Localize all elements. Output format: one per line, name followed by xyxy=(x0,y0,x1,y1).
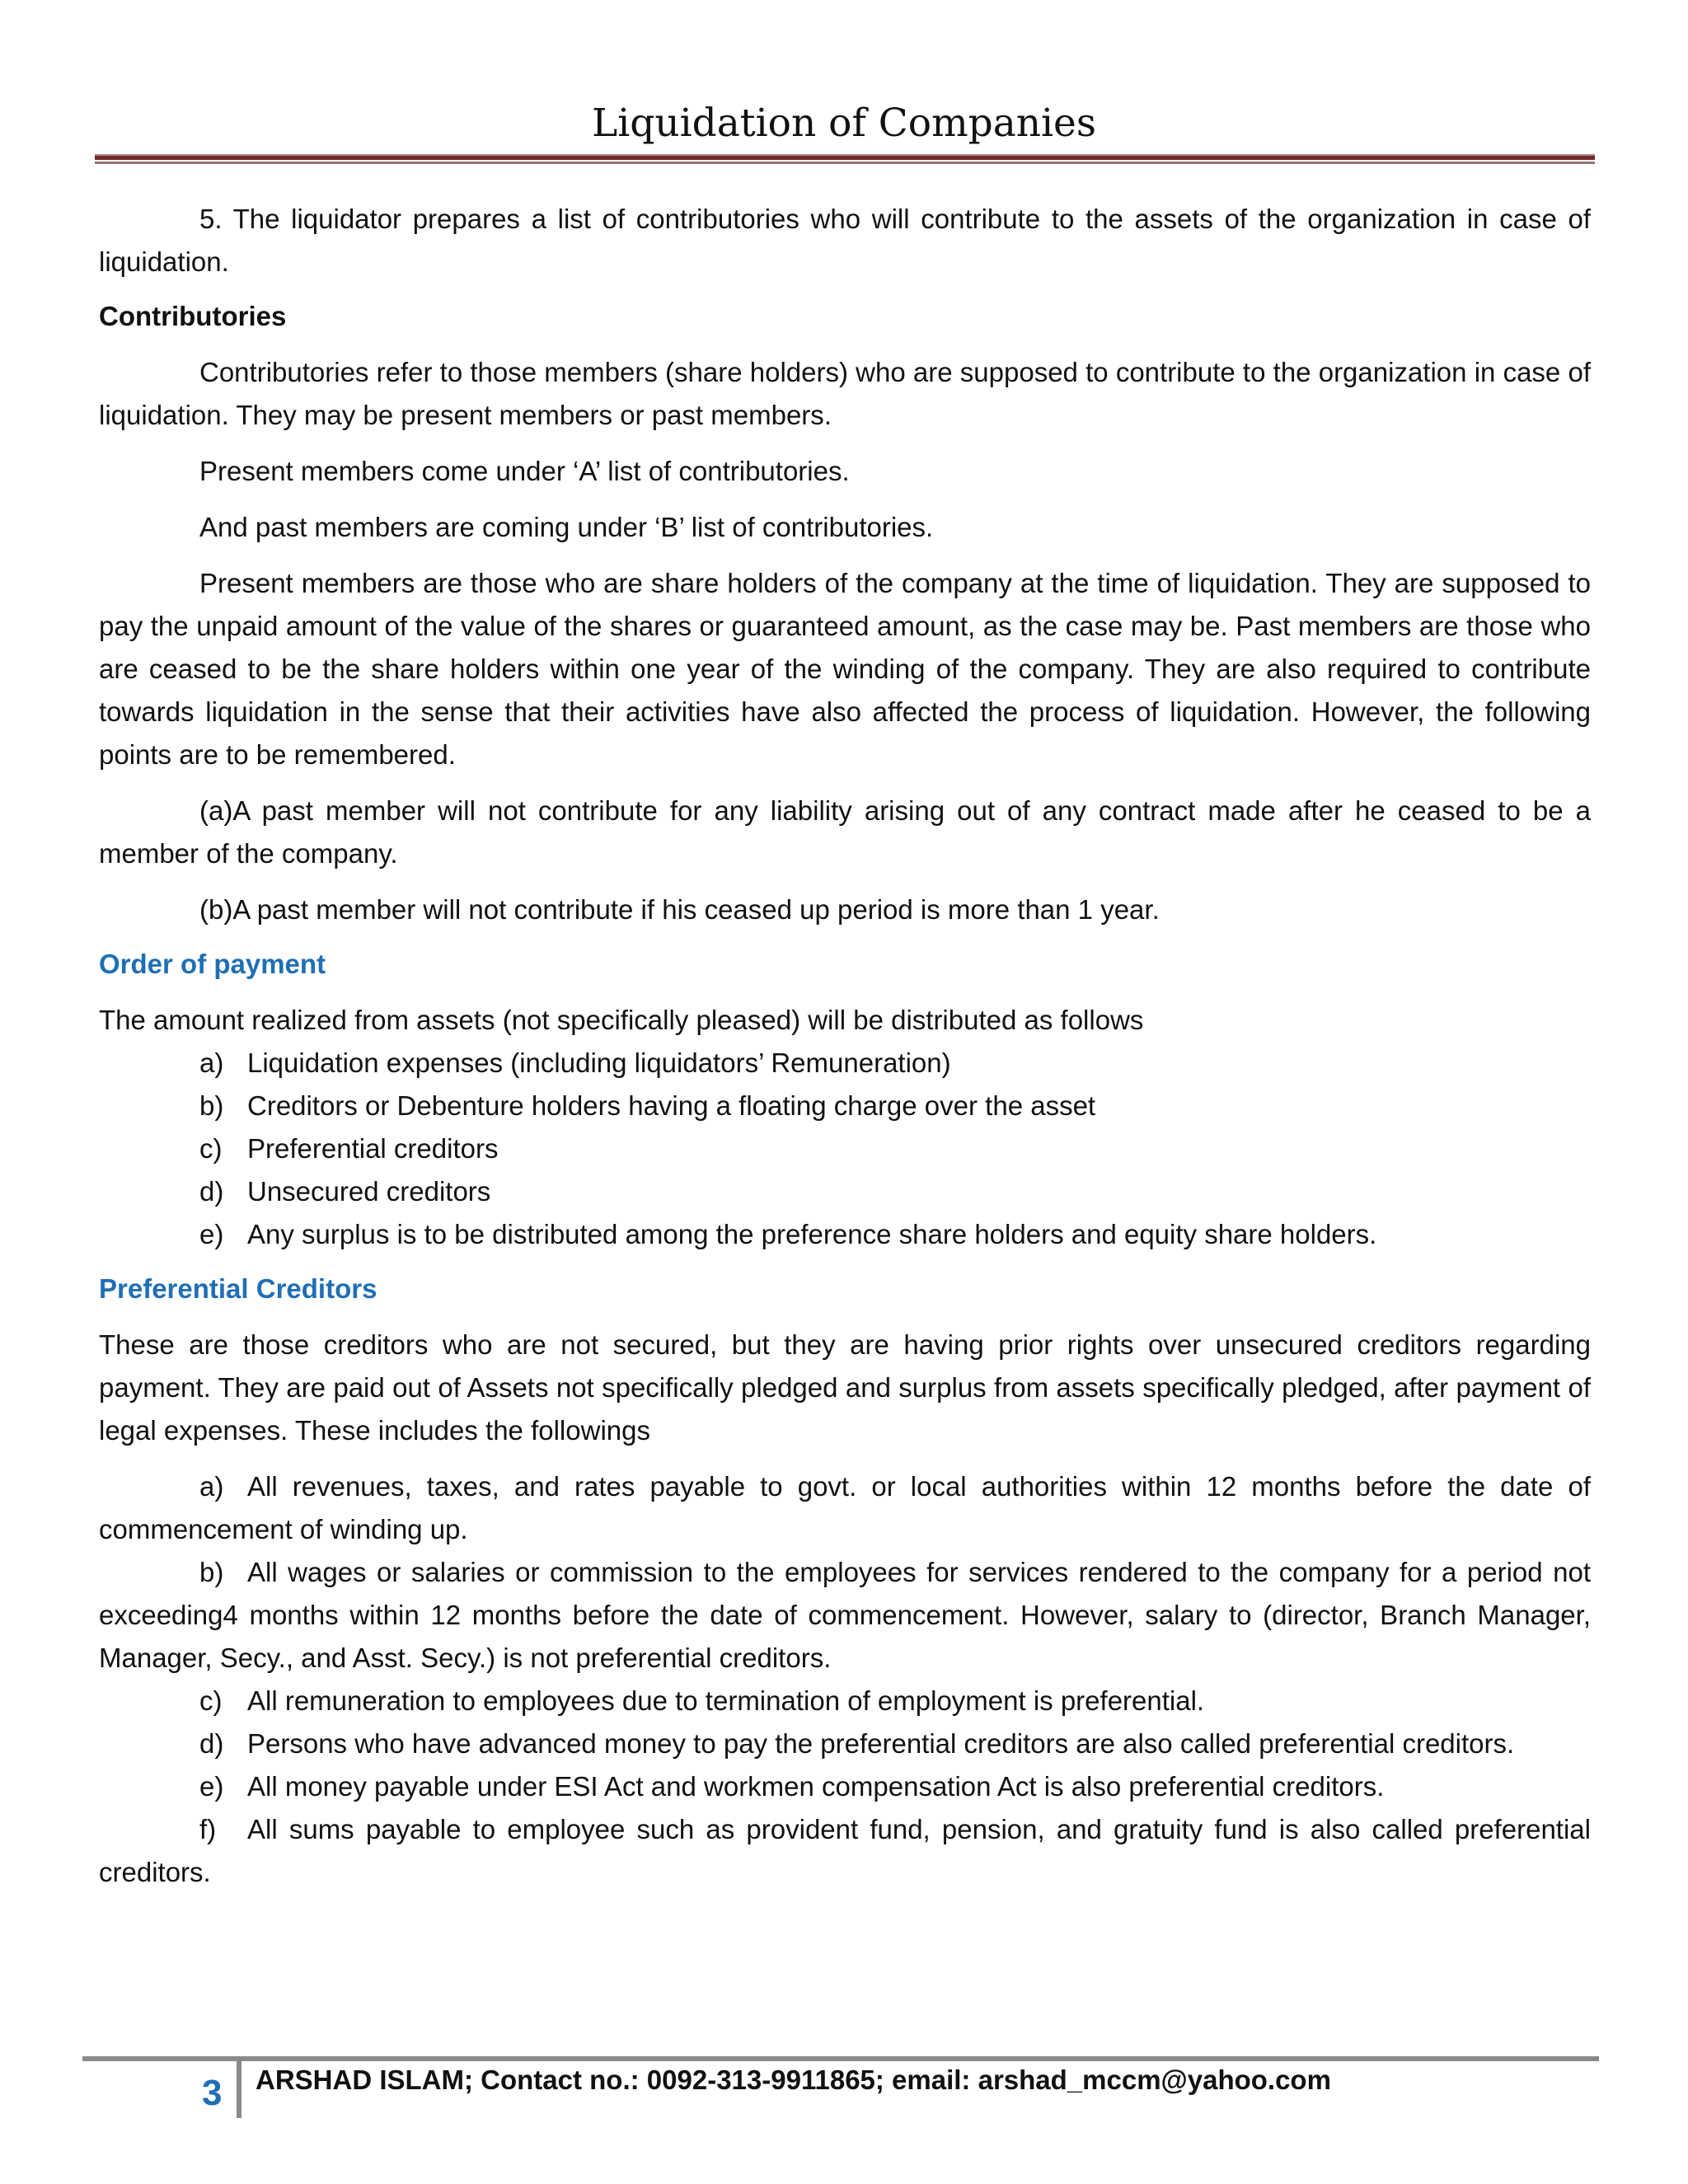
list-item-text: Preferential creditors xyxy=(247,1133,499,1164)
footer-divider xyxy=(237,2060,241,2118)
heading-order-of-payment: Order of payment xyxy=(99,949,326,979)
list-marker: b) xyxy=(199,1090,224,1121)
list-marker: f) xyxy=(199,1814,217,1844)
page-number: 3 xyxy=(202,2073,223,2113)
list-item-text: All wages or salaries or commission to the employees for services rendered to the company for a period not exceeding4 months within 12 months before the date of commencement. However, salary to (director, Branch Manager, Manager, Secy., and Asst. Secy.) is not preferential creditors. xyxy=(99,1557,1591,1673)
list-item-text: Persons who have advanced money to pay the preferential creditors are also called preferential creditors. xyxy=(247,1728,1515,1759)
list-item xyxy=(99,1085,1591,1127)
list-marker: a) xyxy=(199,1471,224,1502)
paragraph-preferential-intro: These are those creditors who are not secured, but they are having prior rights over unsecured creditors regarding payment. They are paid out of Assets not specifically pledged and surplus from assets specifically pledged, after payment of legal expenses. These includes the followings xyxy=(99,1329,1591,1446)
list-item xyxy=(99,1465,1591,1551)
list-marker: b) xyxy=(199,1557,224,1587)
paragraph-contributories-definition: Contributories refer to those members (share holders) who are supposed to contribute to the organization in case of liquidation. They may be present members or past members. xyxy=(99,357,1591,430)
list-item xyxy=(99,1808,1591,1894)
list-item xyxy=(99,1722,1591,1765)
list-marker: d) xyxy=(199,1176,224,1207)
footer-rule xyxy=(82,2056,1599,2061)
paragraph-point-b: (b)A past member will not contribute if his ceased up period is more than 1 year. xyxy=(199,894,1160,925)
list-item-text: All remuneration to employees due to termination of employment is preferential. xyxy=(247,1685,1205,1716)
paragraph-liquidator-list: 5. The liquidator prepares a list of contributories who will contribute to the assets of the organization in case of liquidation. xyxy=(99,204,1591,277)
list-marker: e) xyxy=(199,1771,224,1802)
list-item-text: Liquidation expenses (including liquidators’ Remuneration) xyxy=(247,1047,951,1078)
list-item-text: All sums payable to employee such as provident fund, pension, and gratuity fund is also called preferential creditors. xyxy=(99,1814,1591,1887)
list-item xyxy=(99,1765,1591,1808)
list-item xyxy=(99,1042,1591,1085)
heading-preferential-creditors: Preferential Creditors xyxy=(99,1273,377,1304)
paragraph-past-members: And past members are coming under ‘B’ list of contributories. xyxy=(199,512,934,542)
document-body xyxy=(99,198,1591,1894)
footer-contact: ARSHAD ISLAM; Contact no.: 0092-313-9911865; email: arshad_mccm@yahoo.com xyxy=(256,2064,1331,2095)
title-rule xyxy=(95,154,1595,160)
heading-contributories: Contributories xyxy=(99,301,287,331)
list-item xyxy=(99,1213,1591,1256)
paragraph-present-members: Present members come under ‘A’ list of contributories. xyxy=(199,456,850,486)
list-item-text: All revenues, taxes, and rates payable to govt. or local authorities within 12 months before the date of commencement of winding up. xyxy=(99,1471,1591,1544)
page-title: Liquidation of Companies xyxy=(592,101,1096,146)
list-item xyxy=(99,1680,1591,1722)
paragraph-order-intro: The amount realized from assets (not specifically pleased) will be distributed as follows xyxy=(99,1005,1144,1035)
preferential-creditors-list xyxy=(99,1465,1591,1894)
paragraph-members-explained: Present members are those who are share holders of the company at the time of liquidation. They are supposed to pay the unpaid amount of the value of the shares or guaranteed amount, as the case may be. Past members are those who are ceased to be the share holders within one year of the winding of the company. They are also required to contribute towards liquidation in the sense that their activities have also affected the process of liquidation. However, the following points are to be remembered. xyxy=(99,568,1591,770)
order-of-payment-list xyxy=(99,1042,1591,1256)
list-marker: a) xyxy=(199,1047,224,1078)
list-item xyxy=(99,1127,1591,1170)
list-item-text: Any surplus is to be distributed among the preference share holders and equity share holders. xyxy=(247,1219,1377,1249)
list-marker: d) xyxy=(199,1728,224,1759)
list-item-text: Creditors or Debenture holders having a floating charge over the asset xyxy=(247,1090,1096,1121)
paragraph-point-a: (a)A past member will not contribute for any liability arising out of any contract made after he ceased to be a member of the company. xyxy=(99,795,1591,869)
list-marker: e) xyxy=(199,1219,224,1249)
list-item xyxy=(99,1551,1591,1680)
list-marker: c) xyxy=(199,1133,223,1164)
list-marker: c) xyxy=(199,1685,223,1716)
list-item-text: All money payable under ESI Act and workmen compensation Act is also preferential creditors. xyxy=(247,1771,1385,1802)
list-item-text: Unsecured creditors xyxy=(247,1176,491,1207)
title-rule-thin xyxy=(95,162,1595,164)
list-item xyxy=(99,1170,1591,1213)
